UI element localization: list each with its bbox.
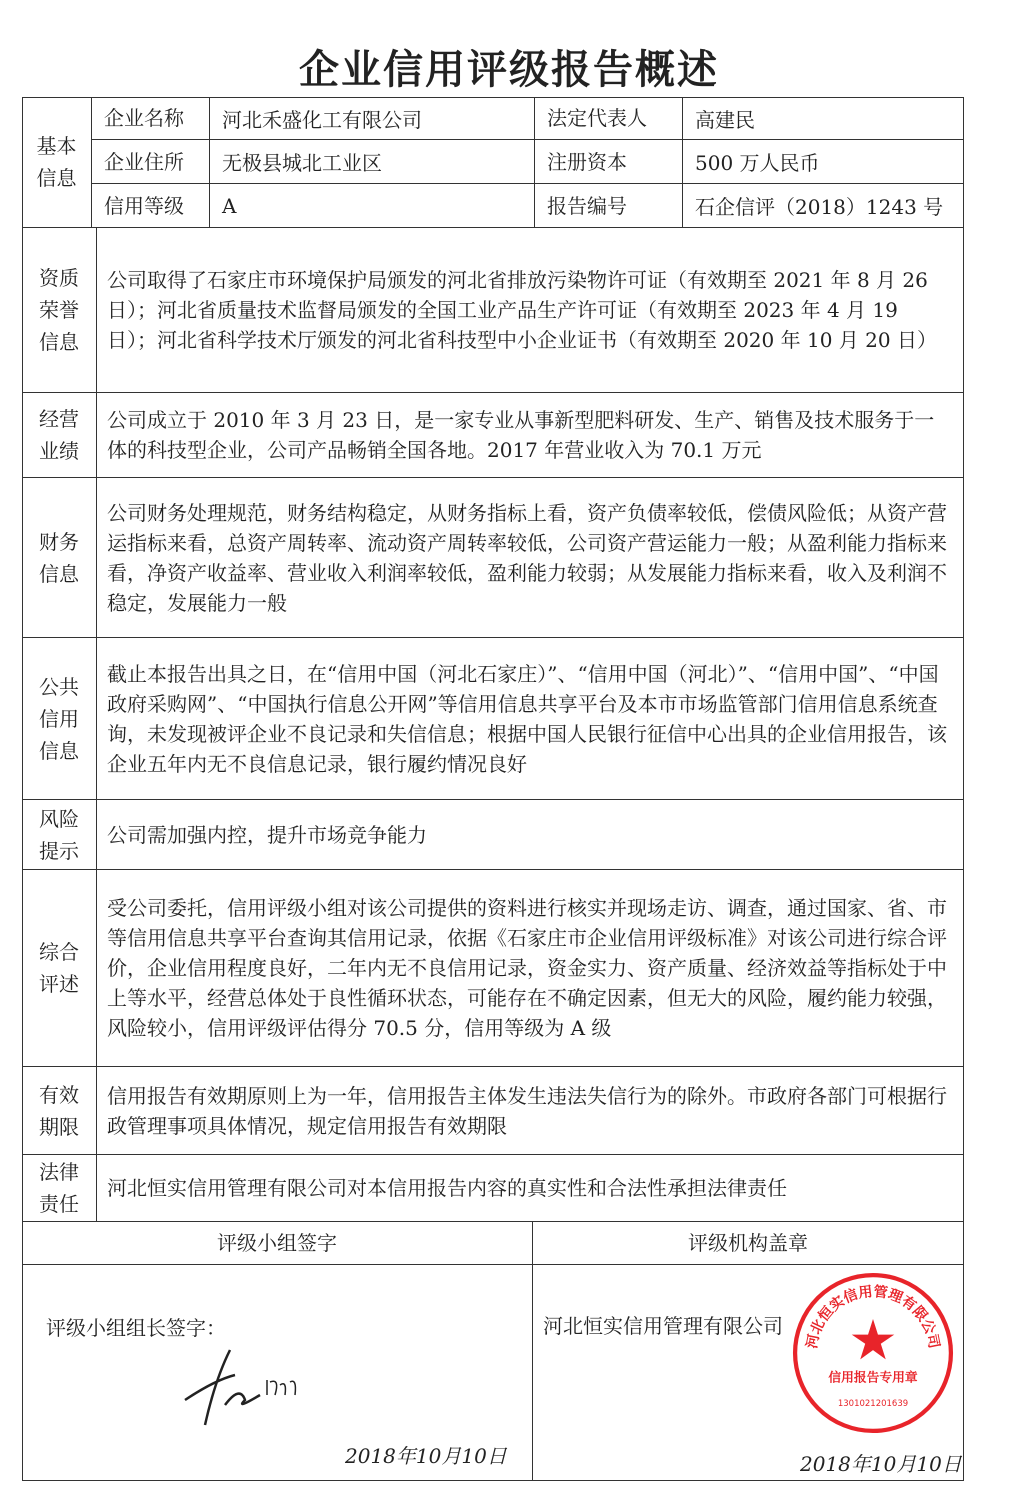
- section-text: 公司财务处理规范，财务结构稳定，从财务指标上看，资产负债率较低，偿债风险低；从资产营运指标来看，总资产周转率、流动资产周转率较低，公司资产营运能力一般；从盈利能力指标来看，净资产收益率、营业收入利润率较低，盈利能力较弱；从发展能力指标来看，收入及利润不稳定，发展能力一般: [97, 478, 964, 638]
- section-label: 法律责任: [39, 1160, 79, 1216]
- basic-label-cell: 信用等级: [92, 184, 210, 228]
- seal-center-text: 信用报告专用章: [828, 1370, 918, 1386]
- org-name: 河北恒实信用管理有限公司: [543, 1314, 783, 1338]
- section-label-cell: [22, 870, 97, 1067]
- basic-label-cell: 企业名称: [92, 97, 210, 140]
- basic-label-cell: 企业住所: [92, 140, 210, 184]
- section-text: 信用报告有效期原则上为一年，信用报告主体发生违法失信行为的除外。市政府各部门可根据行政管理事项具体情况，规定信用报告有效期限: [97, 1067, 964, 1155]
- section-label: 经营业绩: [39, 407, 79, 463]
- basic-label-2-cell: 注册资本: [535, 140, 683, 184]
- section-label: 综合评述: [39, 940, 79, 996]
- section-label-cell: [22, 638, 97, 800]
- seal-number: 1301021201639: [837, 1399, 909, 1410]
- section-label: 资质荣誉信息: [39, 266, 79, 354]
- sign-header-left: 评级小组签字: [22, 1222, 533, 1265]
- basic-value-2-cell: 500 万人民币: [683, 140, 964, 184]
- sign-header-right: 评级机构盖章: [533, 1222, 964, 1265]
- handwritten-signature: [175, 1340, 315, 1430]
- company-seal: [788, 1268, 958, 1438]
- section-label-cell: [22, 478, 97, 638]
- basic-value-2-cell: 石企信评（2018）1243 号: [683, 184, 964, 228]
- basic-value-cell: 无极县城北工业区: [210, 140, 535, 184]
- right-date: 2018年10月10日: [800, 1452, 962, 1476]
- section-label-cell: [22, 800, 97, 870]
- section-text: 受公司委托，信用评级小组对该公司提供的资料进行核实并现场走访、调查，通过国家、省、市等信用信息共享平台查询其信用记录，依据《石家庄市企业信用评级标准》对该公司进行综合评价，企业信用程度良好，二年内无不良信用记录，资金实力、资产质量、经济效益等指标处于中上等水平，经营总体处于良性循环状态，可能存在不确定因素，但无大的风险，履约能力较强，风险较小，信用评级评估得分 70.5 分，信用等级为 A 级: [97, 870, 964, 1067]
- section-label: 有效期限: [39, 1082, 79, 1139]
- seal-ring-text: 河北恒实信用管理有限公司: [804, 1283, 942, 1350]
- basic-info-label-cell: [22, 97, 92, 228]
- section-text: 公司取得了石家庄市环境保护局颁发的河北省排放污染物许可证（有效期至 2021 年 8 月 26 日）；河北省质量技术监督局颁发的全国工业产品生产许可证（有效期至 2023 年 4 月 19 日）；河北省科学技术厅颁发的河北省科技型中小企业证书（有效期至 2020 年 10 月 20 日）: [97, 228, 964, 393]
- left-date: 2018年10月10日: [345, 1444, 507, 1468]
- section-label: 公共信用信息: [39, 674, 79, 763]
- section-label-cell: [22, 228, 97, 393]
- leader-signature-label: 评级小组组长签字：: [46, 1316, 226, 1340]
- section-label-cell: [22, 393, 97, 478]
- section-text: 河北恒实信用管理有限公司对本信用报告内容的真实性和合法性承担法律责任: [97, 1155, 964, 1222]
- section-label-cell: [22, 1155, 97, 1222]
- basic-info-label: 基本信息: [36, 134, 77, 190]
- basic-value-2-cell: 高建民: [683, 97, 964, 140]
- section-label: 风险提示: [39, 806, 79, 863]
- basic-value-cell: 河北禾盛化工有限公司: [210, 97, 535, 140]
- section-text: 截止本报告出具之日，在“信用中国（河北石家庄）”、“信用中国（河北）”、“信用中国”、“中国政府采购网”、“中国执行信息公开网”等信用信息共享平台及本市市场监管部门信用信息系统查询，未发现被评企业不良记录和失信信息；根据中国人民银行征信中心出具的企业信用报告，该企业五年内无不良信息记录，银行履约情况良好: [97, 638, 964, 800]
- section-text: 公司需加强内控，提升市场竞争能力: [97, 800, 964, 870]
- basic-value-cell: A: [210, 184, 535, 228]
- section-text: 公司成立于 2010 年 3 月 23 日，是一家专业从事新型肥料研发、生产、销售及技术服务于一体的科技型企业，公司产品畅销全国各地。2017 年营业收入为 70.1 万元: [97, 393, 964, 478]
- section-label-cell: [22, 1067, 97, 1155]
- basic-label-2-cell: 报告编号: [535, 184, 683, 228]
- section-label: 财务信息: [39, 529, 79, 586]
- basic-label-2-cell: 法定代表人: [535, 97, 683, 140]
- page-title: 企业信用评级报告概述: [299, 47, 719, 93]
